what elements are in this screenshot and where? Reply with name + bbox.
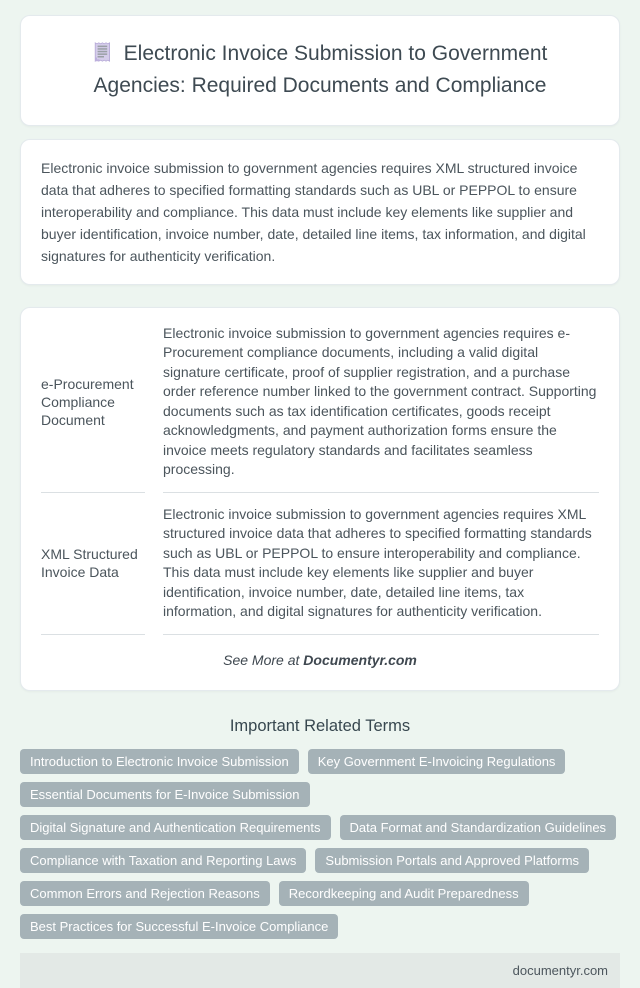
related-terms-tags (20, 749, 620, 939)
footer-site-link[interactable]: documentyr.com (512, 962, 608, 978)
header-card (20, 15, 620, 126)
see-more-line (41, 635, 599, 680)
tag-essential-documents-for-e-invoice-submission[interactable]: Essential Documents for E-Invoice Submission (20, 782, 310, 807)
see-more-prefix: See More at (223, 651, 304, 668)
tag-data-format-and-standardization-guidelines[interactable]: Data Format and Standardization Guidelines (340, 815, 617, 840)
tag-key-government-e-invoicing-regulations[interactable]: Key Government E-Invoicing Regulations (308, 749, 566, 774)
document-term: XML Structured Invoice Data (41, 493, 145, 635)
tag-common-errors-and-rejection-reasons[interactable]: Common Errors and Rejection Reasons (20, 881, 270, 906)
page-title (48, 40, 593, 101)
tag-compliance-with-taxation-and-reporting-laws[interactable]: Compliance with Taxation and Reporting Laws (20, 848, 306, 873)
document-description: Electronic invoice submission to government agencies requires XML structured invoice data that adheres to specified formatting standards such as UBL or PEPPOL to ensure interoperability and compliance. This data must include key elements like supplier and buyer identification, invoice number, date, detailed line items, tax information, and digital signatures for authenticity verification. (163, 493, 599, 635)
tag-digital-signature-and-authentication-requirements[interactable]: Digital Signature and Authentication Requirements (20, 815, 331, 840)
document-term: e-Procurement Compliance Document (41, 312, 145, 493)
footer-bar (20, 953, 620, 988)
table-row (41, 312, 599, 493)
receipt-icon (93, 41, 112, 72)
tag-best-practices-for-successful-e-invoice-compliance[interactable]: Best Practices for Successful E-Invoice Compliance (20, 914, 338, 939)
documents-table-card (20, 307, 620, 691)
intro-card (20, 139, 620, 285)
document-description: Electronic invoice submission to government agencies requires e-Procurement compliance documents, including a valid digital signature certificate, proof of supplier registration, and a purchase order reference number linked to the government contract. Supporting documents such as tax identification certificates, goods receipt acknowledgments, and payment authorization forms ensure the invoice meets regulatory standards and facilitates seamless processing. (163, 312, 599, 493)
tag-submission-portals-and-approved-platforms[interactable]: Submission Portals and Approved Platforms (315, 848, 589, 873)
table-row (41, 493, 599, 635)
page-title-text: Electronic Invoice Submission to Government Agencies: Required Documents and Compliance (93, 42, 548, 98)
intro-paragraph: Electronic invoice submission to government agencies requires XML structured invoice data that adheres to specified formatting standards such as UBL or PEPPOL to ensure interoperability and compliance. This data must include key elements like supplier and buyer identification, invoice number, date, detailed line items, tax information, and digital signatures for authenticity verification. (41, 159, 586, 264)
related-terms-heading: Important Related Terms (229, 716, 411, 735)
tag-recordkeeping-and-audit-preparedness[interactable]: Recordkeeping and Audit Preparedness (279, 881, 529, 906)
see-more-site-link[interactable]: Documentyr.com (303, 651, 417, 668)
tag-introduction-to-electronic-invoice-submission[interactable]: Introduction to Electronic Invoice Submission (20, 749, 299, 774)
